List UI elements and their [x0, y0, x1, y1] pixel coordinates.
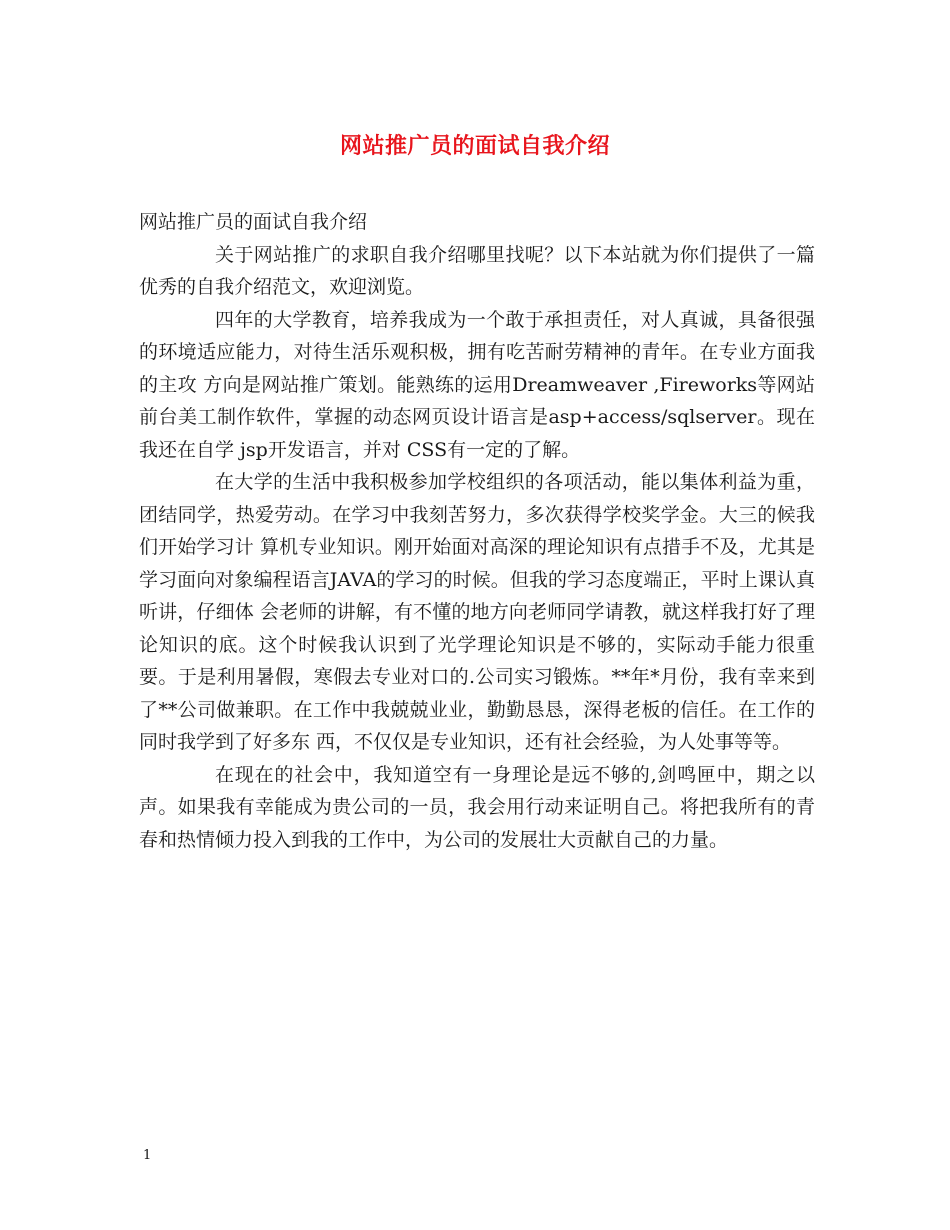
page-number: 1: [143, 1148, 152, 1163]
paragraph-conclusion: 在现在的社会中，我知道空有一身理论是远不够的,剑鸣匣中，期之以声。如果我有幸能成为贵公司的一员，我会用行动来证明自己。将把我所有的青春和热情倾力投入到我的工作中，为公司的发展壮大贡献自己的力量。: [139, 763, 815, 851]
document-title: 网站推广员的面试自我介绍: [339, 134, 610, 159]
document-body: [139, 206, 815, 856]
paragraph-university-life: 在大学的生活中我积极参加学校组织的各项活动，能以集体利益为重，团结同学，热爱劳动。在学习中我刻苦努力，多次获得学校奖学金。大三的候我们开始学习计 算机专业知识。刚开始面对高深的理论知识有点措手不及，尤其是学习面向对象编程语言JAVA的学习的时候。但我的学习态度端正，平时上课认真听讲，仔细体 会老师的讲解，有不懂的地方向老师同学请教，就这样我打好了理论知识的底。这个时候我认识到了光学理论知识是不够的，实际动手能力很重要。于是利用暑假，寒假去专业对口的.公司实习锻炼。**年*月份，我有幸来到了**公司做兼职。在工作中我兢兢业业，勤勤恳恳，深得老板的信任。在工作的同时我学到了好多东 西，不仅仅是专业知识，还有社会经验，为人处事等等。: [139, 471, 815, 753]
document-subtitle: 网站推广员的面试自我介绍: [139, 211, 368, 233]
paragraph-education: 四年的大学教育，培养我成为一个敢于承担责任，对人真诚，具备很强的环境适应能力，对待生活乐观积极，拥有吃苦耐劳精神的青年。在专业方面我的主攻 方向是网站推广策划。能熟练的运用Dreamweaver ,Fireworks等网站前台美工制作软件，掌握的动态网页设计语言是asp+access/sqlserver。现在我还在自学 jsp开发语言，并对 CSS有一定的了解。: [139, 308, 815, 461]
paragraph-intro: 关于网站推广的求职自我介绍哪里找呢？以下本站就为你们提供了一篇优秀的自我介绍范文，欢迎浏览。: [139, 243, 815, 298]
